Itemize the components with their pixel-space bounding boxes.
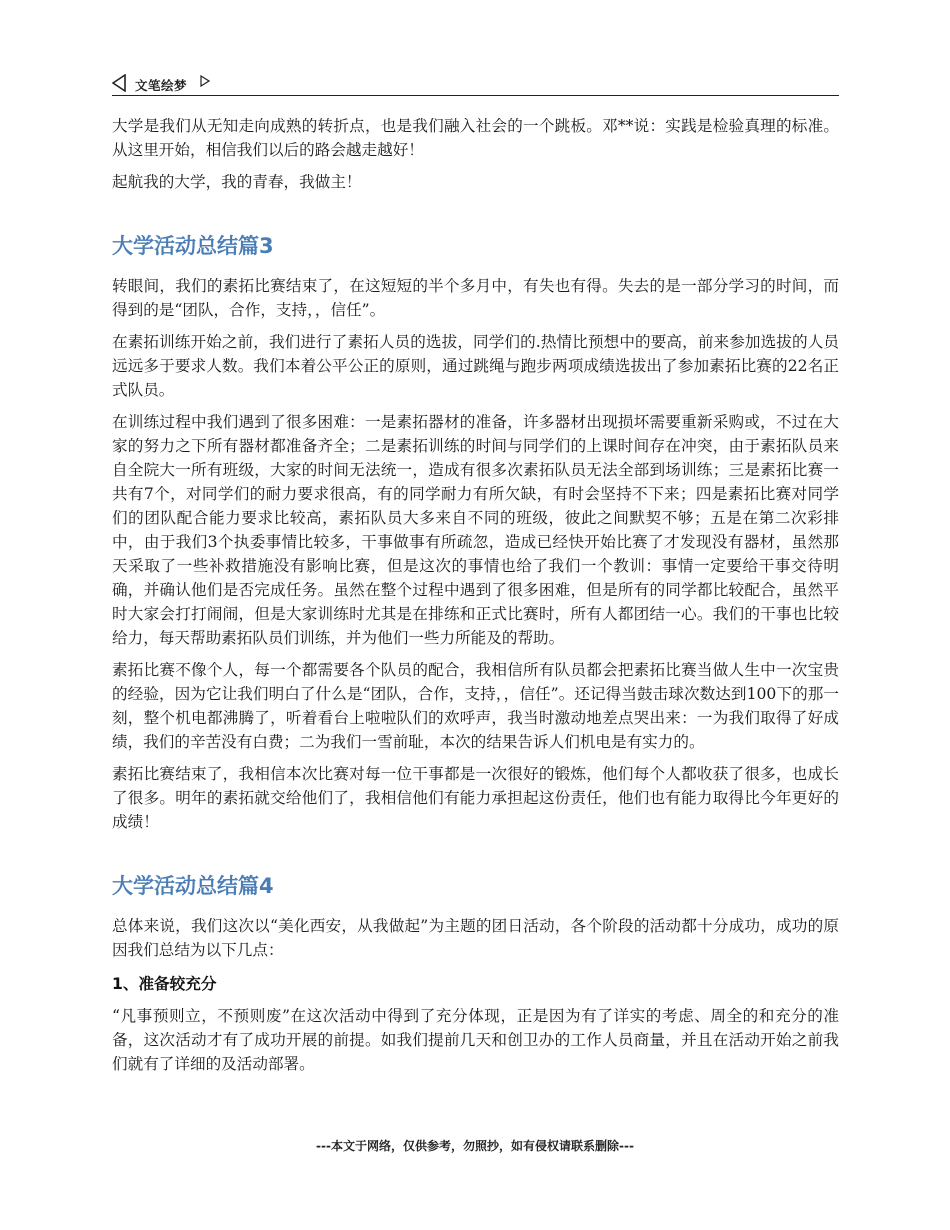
paragraph: 大学是我们从无知走向成熟的转折点，也是我们融入社会的一个跳板。邓**说：实践是检验真理的标准。从这里开始，相信我们以后的路会越走越好！: [112, 117, 839, 159]
paragraph: 起航我的大学，我的青春，我做主！: [112, 173, 362, 191]
section-heading: 大学活动总结篇4: [112, 874, 274, 898]
paragraph: 在训练过程中我们遇到了很多困难：一是素拓器材的准备，许多器材出现损坏需要重新采购或，不过在大家的努力之下所有器材都准备齐全；二是素拓训练的时间与同学们的上课时间存在冲突，由于素拓队员来自全院大一所有班级，大家的时间无法统一，造成有很多次素拓队员无法全部到场训练；三是素拓比赛一共有7个，对同学们的耐力要求很高，有的同学耐力有所欠缺，有时会坚持不下来；四是素拓比赛对同学们的团队配合能力要求比较高，素拓队员大多来自不同的班级，彼此之间默契不够；五是在第二次彩排中，由于我们3个执委事情比较多，干事做事有所疏忽，造成已经快开始比赛了才发现没有器材，虽然那天采取了一些补救措施没有影响比赛，但是这次的事情也给了我们一个教训：事情一定要给干事交待明确，并确认他们是否完成任务。虽然在整个过程中遇到了很多困难，但是所有的同学都比较配合，虽然平时大家会打打闹闹，但是大家训练时尤其是在排练和正式比赛时，所有人都团结一心。我们的干事也比较给力，每天帮助素拓队员们训练，并为他们一些力所能及的帮助。: [112, 413, 839, 647]
section-heading: 大学活动总结篇3: [112, 234, 274, 258]
paragraph: “凡事预则立，不预则废”在这次活动中得到了充分体现，正是因为有了详实的考虑、周全的和充分的准备，这次活动才有了成功开展的前提。如我们提前几天和创卫办的工作人员商量，并且在活动开始之前我们就有了详细的及活动部署。: [112, 1007, 839, 1073]
document-body: [112, 114, 839, 1084]
paragraph: 素拓比赛结束了，我相信本次比赛对每一位干事都是一次很好的锻炼，他们每个人都收获了很多，也成长了很多。明年的素拓就交给他们了，我相信他们有能力承担起这份责任，他们也有能力取得比今年更好的成绩！: [112, 765, 839, 831]
subsection-heading: 1、准备较充分: [112, 975, 217, 993]
page-header: [112, 72, 839, 96]
triangle-right-icon: [200, 75, 210, 87]
paragraph: 素拓比赛不像个人，每一个都需要各个队员的配合，我相信所有队员都会把素拓比赛当做人生中一次宝贵的经验，因为它让我们明白了什么是“团队，合作，支持，，信任”。还记得当鼓击球次数达到100下的那一刻，整个机电都沸腾了，听着看台上啦啦队们的欢呼声，我当时激动地差点哭出来：一为我们取得了好成绩，我们的辛苦没有白费；二为我们一雪前耻，本次的结果告诉人们机电是有实力的。: [112, 661, 839, 751]
paragraph: 在素拓训练开始之前，我们进行了素拓人员的选拔，同学们的.热情比预想中的要高，前来参加选拔的人员远远多于要求人数。我们本着公平公正的原则，通过跳绳与跑步两项成绩选拔出了参加素拓比赛的22名正式队员。: [112, 333, 839, 399]
paragraph: 总体来说，我们这次以“美化西安，从我做起”为主题的团日活动，各个阶段的活动都十分成功，成功的原因我们总结为以下几点：: [112, 917, 839, 959]
triangle-left-icon: [112, 74, 126, 92]
header-title: 文笔绘梦: [135, 78, 188, 93]
footer-notice: ---本文于网络，仅供参考，勿照抄，如有侵权请联系删除---: [316, 1139, 634, 1153]
paragraph: 转眼间，我们的素拓比赛结束了，在这短短的半个多月中，有失也有得。失去的是一部分学习的时间，而得到的是“团队，合作，支持，，信任”。: [112, 277, 839, 319]
header-rule: [112, 95, 839, 96]
